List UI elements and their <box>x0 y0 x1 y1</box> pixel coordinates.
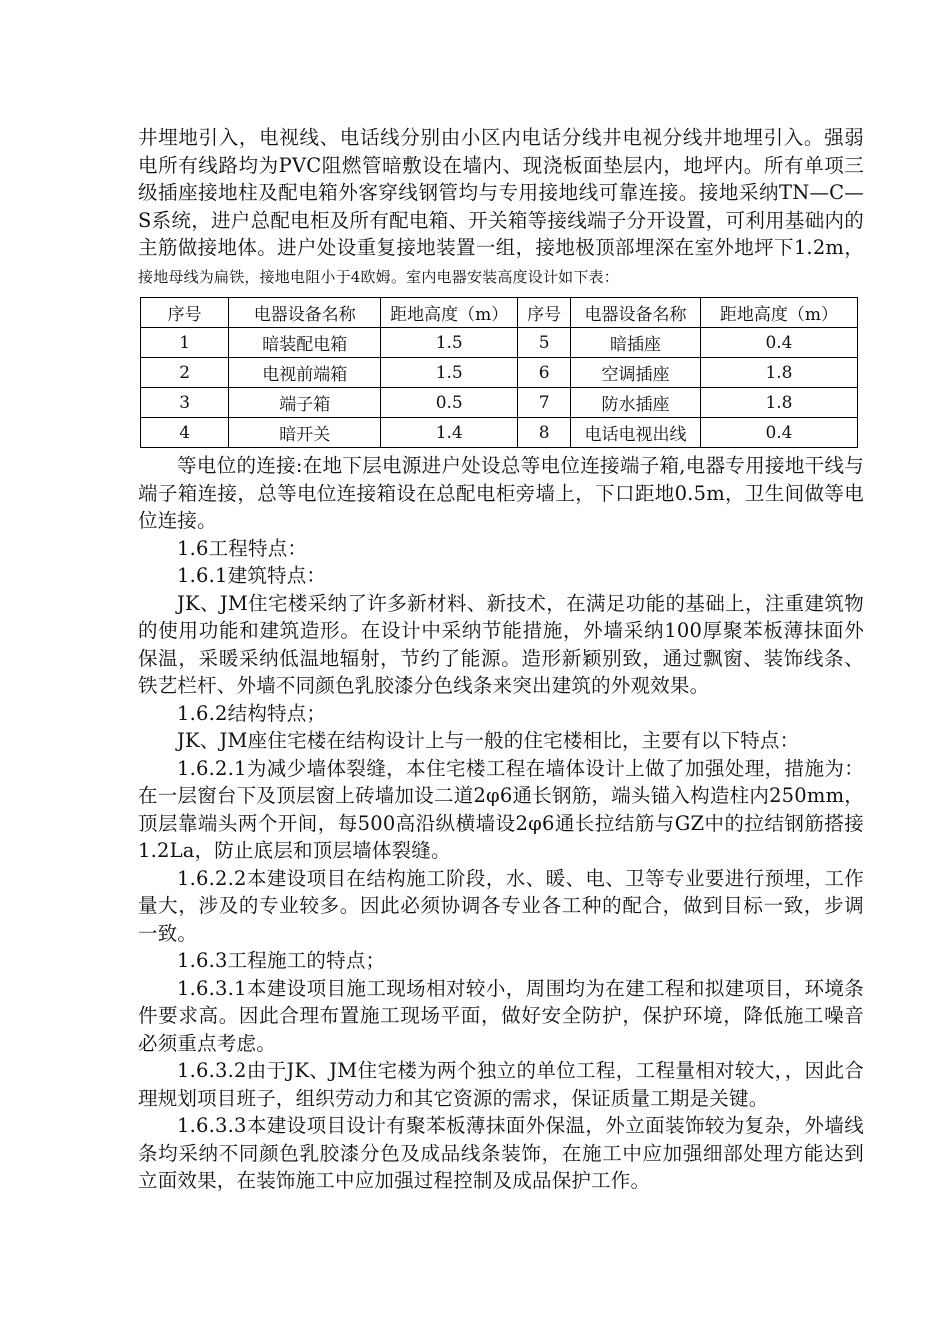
table-cell: 2 <box>141 358 229 388</box>
paragraph-architecture: JK、JM住宅楼采纳了许多新材料、新技术，在满足功能的基础上，注重建筑物的使用功能和建筑造形。在设计中采纳节能措施，外墙采纳100厚聚苯板薄抹面外保温，采暖采纳低温地辐射，节约了能源。造形新颖别致，通过飘窗、装饰线条、铁艺栏杆、外墙不同颜色乳胶漆分色线条来突出建筑的外观效果。 <box>138 591 864 697</box>
table-row <box>141 328 858 358</box>
table-row <box>141 358 858 388</box>
document-page <box>138 124 864 1195</box>
table-cell: 1 <box>141 328 229 358</box>
equipment-height-table <box>140 297 858 448</box>
table-cell: 1.4 <box>381 418 518 448</box>
header-cell: 电器设备名称 <box>570 298 700 328</box>
paragraph-structure-intro: JK、JM座住宅楼在结构设计上与一般的住宅楼相比，主要有以下特点： <box>177 729 800 752</box>
intro-paragraph <box>138 124 864 291</box>
header-cell: 序号 <box>518 298 571 328</box>
heading-1-6-2: 1.6.2结构特点； <box>177 701 327 725</box>
intro-text-small: 接地母线为扁铁，接地电阻小于4欧姆。室内电器安装高度设计如下表： <box>138 267 619 286</box>
table-cell: 0.4 <box>700 328 857 358</box>
table-cell: 暗开关 <box>229 418 381 448</box>
table-cell: 5 <box>518 328 571 358</box>
table-row <box>141 388 858 418</box>
table-cell: 0.5 <box>381 388 518 418</box>
table-cell: 1.8 <box>700 388 857 418</box>
table-cell: 端子箱 <box>229 388 381 418</box>
table-cell: 1.8 <box>700 358 857 388</box>
heading-1-6: 1.6工程特点： <box>177 536 308 560</box>
paragraph-1-6-3-3: 1.6.3.3本建设项目设计有聚苯板薄抹面外保温，外立面装饰较为复杂，外墙线条均采纳不同颜色乳胶漆分色及成品线条装饰，在施工中应加强细部处理方能达到立面效果，在装饰施工中应加强过程控制及成品保护工作。 <box>138 1114 864 1192</box>
header-cell: 序号 <box>141 298 229 328</box>
table-cell: 电话电视出线 <box>570 418 700 448</box>
table-cell: 电视前端箱 <box>229 358 381 388</box>
paragraph-equipotential: 等电位的连接:在地下层电源进户处设总等电位连接端子箱,电器专用接地干线与端子箱连接，总等电位连接箱设在总配电柜旁墙上，下口距地0.5m，卫生间做等电位连接。 <box>138 454 864 532</box>
table-header-row <box>141 298 858 328</box>
header-cell: 距地高度（m） <box>700 298 857 328</box>
header-cell: 距地高度（m） <box>381 298 518 328</box>
table-cell: 暗插座 <box>570 328 700 358</box>
table-cell: 空调插座 <box>570 358 700 388</box>
paragraph-1-6-2-2: 1.6.2.2本建设项目在结构施工阶段，水、暖、电、卫等专业要进行预埋，工作量大，涉及的专业较多。因此必须协调各专业各工种的配合，做到目标一致，步调一致。 <box>138 866 864 945</box>
table-cell: 1.5 <box>381 328 518 358</box>
intro-text: 井埋地引入，电视线、电话线分别由小区内电话分线井电视分线井地埋引入。强弱电所有线路均为PVC阻燃管暗敷设在墙内、现浇板面垫层内，地坪内。所有单项三级插座接地柱及配电箱外客穿线钢管均与专用接地线可靠连接。接地采纳TN—C—S系统，进户总配电柜及所有配电箱、开关箱等接线端子分开设置，可利用基础内的主筋做接地体。进户处设重复接地装置一组，接地极顶部埋深在室外地坪下1.2m， <box>138 126 864 259</box>
table-row <box>141 418 858 448</box>
table-cell: 防水插座 <box>570 388 700 418</box>
table-cell: 7 <box>518 388 571 418</box>
paragraph-1-6-3-1: 1.6.3.1本建设项目施工现场相对较小，周围均为在建工程和拟建项目，环境条件要求高。因此合理布置施工现场平面，做好安全防护，保护环境，降低施工噪音必须重点考虑。 <box>138 976 864 1055</box>
table-cell: 暗装配电箱 <box>229 328 381 358</box>
table-cell: 4 <box>141 418 229 448</box>
table-cell: 0.4 <box>700 418 857 448</box>
heading-1-6-1: 1.6.1建筑特点： <box>177 564 327 587</box>
table-cell: 8 <box>518 418 571 448</box>
paragraph-1-6-3-2: 1.6.3.2由于JK、JM住宅楼为两个独立的单位工程，工程量相对较大，，因此合理规划项目班子，组织劳动力和其它资源的需求，保证质量工期是关键。 <box>138 1059 864 1110</box>
table-cell: 3 <box>141 388 229 418</box>
table-cell: 1.5 <box>381 358 518 388</box>
heading-1-6-3: 1.6.3工程施工的特点； <box>177 949 386 972</box>
header-cell: 电器设备名称 <box>229 298 381 328</box>
table-cell: 6 <box>518 358 571 388</box>
paragraph-1-6-2-1: 1.6.2.1为减少墙体裂缝，本住宅楼工程在墙体设计上做了加强处理，措施为：在一层窗台下及顶层窗上砖墙加设二道2φ6通长钢筋，端头锚入构造柱内250mm，顶层靠端头两个开间，每500高沿纵横墙设2φ6通长拉结筋与GZ中的拉结钢筋搭接1.2La，防止底层和顶层墙体裂缝。 <box>138 756 864 862</box>
